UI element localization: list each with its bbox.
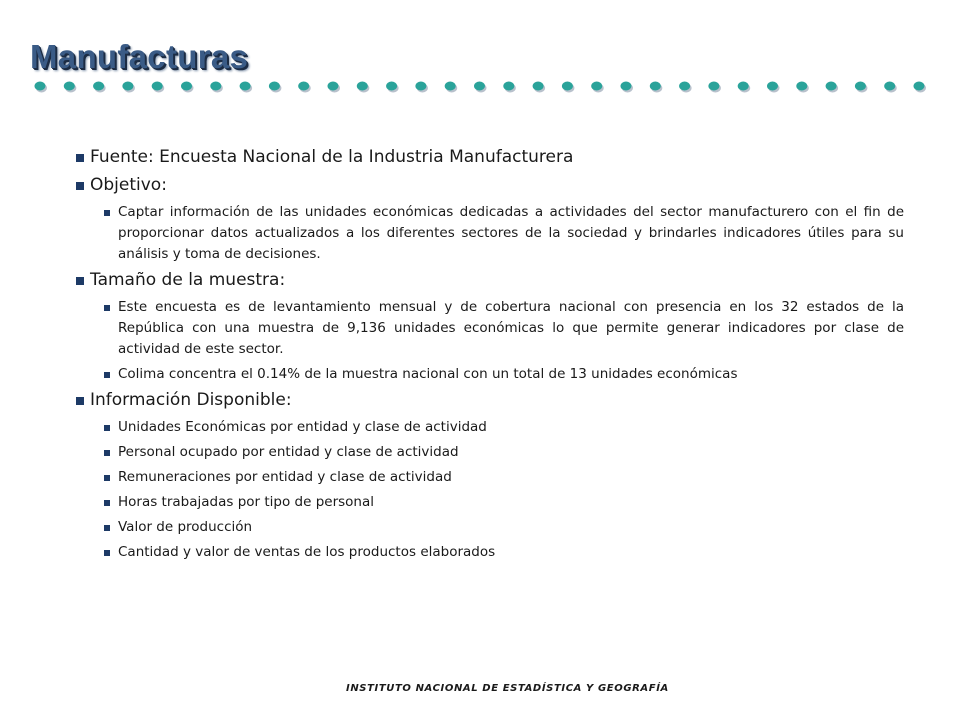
list-item [76,364,904,385]
section-heading-text: Tamaño de la muestra: [90,270,286,290]
decorative-dot-icon [796,82,807,91]
decorative-dot-icon [35,82,46,91]
list-item-text: Este encuesta es de levantamiento mensual y de cobertura nacional con presencia en los 32 estados de la República con una muestra de 9,136 unidades económicas lo que permite generar indicadores por clase de actividad de este sector. [118,299,904,357]
list-item-text: Horas trabajadas por tipo de personal [118,494,375,510]
square-bullet-icon [104,500,110,506]
decorative-dot-icon [269,82,280,91]
list-item [76,467,904,488]
decorative-dot-icon [445,82,456,91]
list-item [76,297,904,360]
square-bullet-icon [104,475,110,481]
square-bullet-icon [76,397,84,405]
section-heading-informacion [76,389,904,411]
section-heading-objetivo [76,174,904,196]
decorative-dot-icon [738,82,749,91]
decorative-dot-icon [298,82,309,91]
list-item-text: Captar información de las unidades económicas dedicadas a actividades del sector manufacturero con el fin de proporcionar datos actualizados a los diferentes sectores de la sociedad y brindarles indicadores útiles para su análisis y toma de decisiones. [118,204,904,262]
section-heading-tamano [76,269,904,291]
list-item [76,442,904,463]
list-item-text: Personal ocupado por entidad y clase de actividad [118,444,459,460]
list-item-text: Cantidad y valor de ventas de los productos elaborados [118,544,496,560]
decorative-dot-icon [328,82,339,91]
square-bullet-icon [76,154,84,162]
square-bullet-icon [104,525,110,531]
decorative-dot-icon [533,82,544,91]
square-bullet-icon [104,372,110,378]
decorative-dot-icon [64,82,75,91]
square-bullet-icon [76,277,84,285]
section-heading-text: Objetivo: [90,175,167,195]
decorative-dot-icon [386,82,397,91]
square-bullet-icon [104,210,110,216]
title-underline-dots [30,78,935,96]
square-bullet-icon [104,425,110,431]
list-item [76,417,904,438]
decorative-dot-icon [210,82,221,91]
decorative-dot-icon [679,82,690,91]
decorative-dot-icon [621,82,632,91]
list-item-text: Unidades Económicas por entidad y clase de actividad [118,419,487,435]
decorative-dot-icon [415,82,426,91]
slide-title: Manufacturas [30,38,249,75]
decorative-dot-icon [650,82,661,91]
decorative-dot-icon [591,82,602,91]
decorative-dot-icon [240,82,251,91]
list-item-text: Colima concentra el 0.14% de la muestra nacional con un total de 13 unidades económicas [118,366,738,382]
decorative-dot-icon [884,82,895,91]
list-item [76,202,904,265]
square-bullet-icon [104,550,110,556]
decorative-dot-icon [152,82,163,91]
decorative-dot-icon [503,82,514,91]
square-bullet-icon [104,450,110,456]
section-heading-fuente [76,146,904,168]
section-heading-text: Información Disponible: [90,390,292,410]
section-heading-text: Fuente: Encuesta Nacional de la Industria Manufacturera [90,147,574,167]
decorative-dot-icon [914,82,925,91]
decorative-dot-icon [474,82,485,91]
decorative-dot-icon [357,82,368,91]
footer-institution: INSTITUTO NACIONAL DE ESTADÍSTICA Y GEOGRAFÍA [346,683,669,694]
content-body [76,146,904,567]
list-item [76,492,904,513]
decorative-dot-icon [122,82,133,91]
decorative-dot-icon [708,82,719,91]
decorative-dot-icon [93,82,104,91]
list-item-text: Valor de producción [118,519,253,535]
decorative-dot-icon [562,82,573,91]
list-item [76,517,904,538]
square-bullet-icon [104,305,110,311]
decorative-dot-icon [767,82,778,91]
decorative-dot-icon [181,82,192,91]
square-bullet-icon [76,182,84,190]
decorative-dot-icon [826,82,837,91]
list-item-text: Remuneraciones por entidad y clase de actividad [118,469,452,485]
list-item [76,542,904,563]
decorative-dot-icon [855,82,866,91]
